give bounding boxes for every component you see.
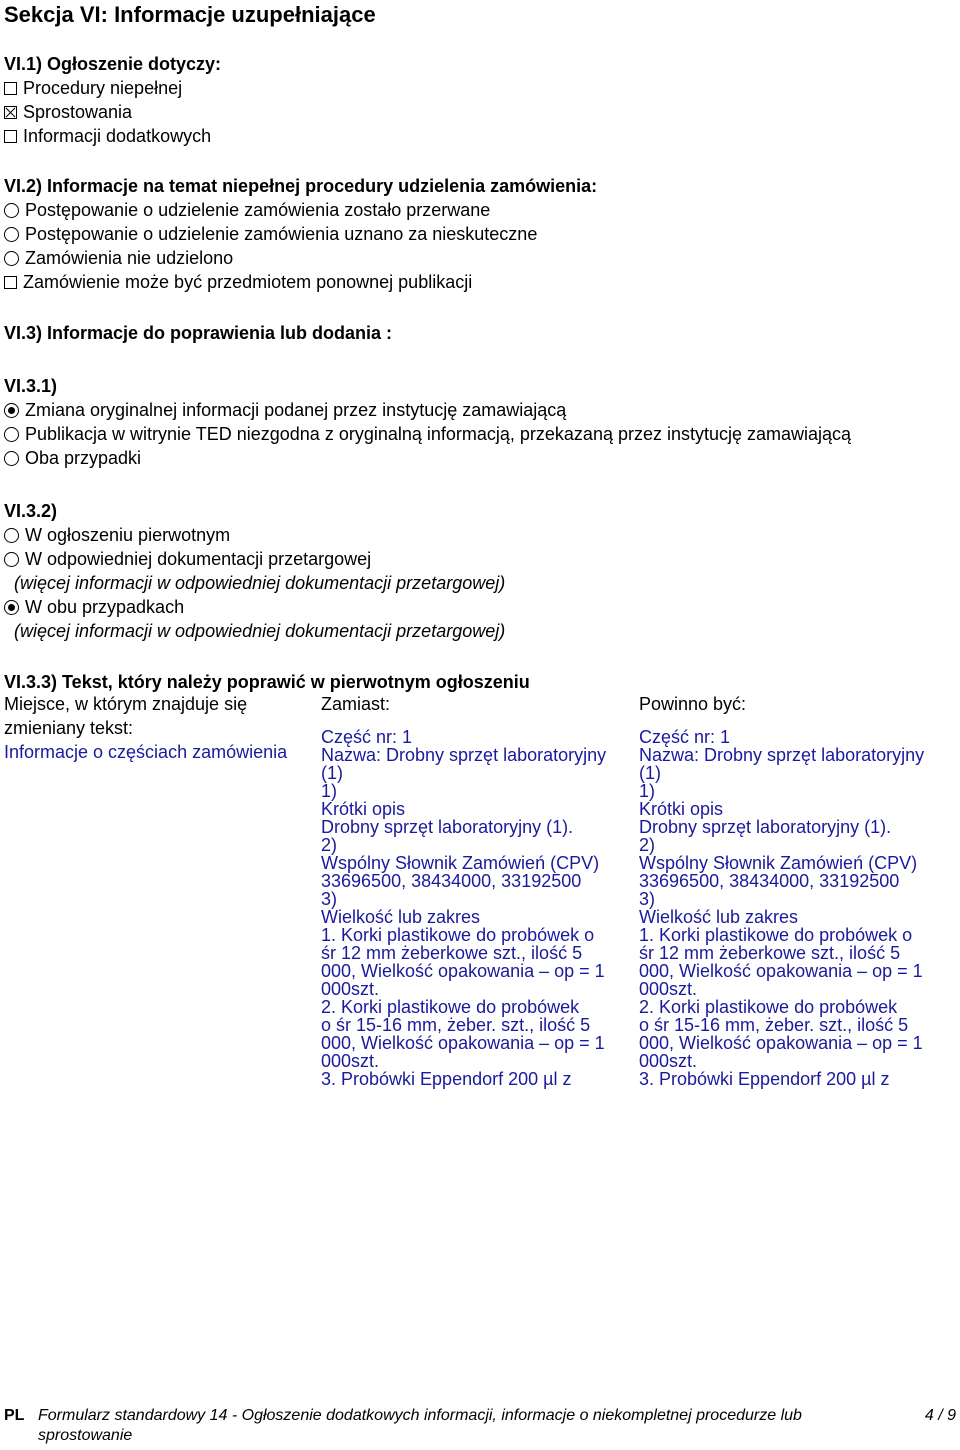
vi31-option-publikacja[interactable] xyxy=(4,422,956,446)
vi2-option-przerwane[interactable] xyxy=(4,198,956,222)
text-line: Drobny sprzęt laboratoryjny (1). xyxy=(639,817,892,837)
text-line: 000, Wielkość opakowania – op = 1 xyxy=(321,961,605,981)
option-label: W ogłoszeniu pierwotnym xyxy=(25,525,231,545)
text-line: 2) xyxy=(639,835,656,855)
text-line: 3) xyxy=(639,889,656,909)
radio-icon[interactable] xyxy=(4,227,19,242)
option-label: Zamówienia nie udzielono xyxy=(25,248,234,268)
text-line: 1. Korki plastikowe do probówek o xyxy=(639,925,913,945)
option-label: Sprostowania xyxy=(23,102,133,122)
footer-language: PL xyxy=(4,1407,25,1424)
text-line: 3. Probówki Eppendorf 200 µl z xyxy=(321,1069,572,1089)
text-line: Część nr: 1 xyxy=(639,727,731,747)
text-line: Krótki opis xyxy=(321,799,406,819)
vi32-option-dokumentacji[interactable] xyxy=(4,547,956,571)
text-line: o śr 15-16 mm, żeber. szt., ilość 5 xyxy=(639,1015,909,1035)
text-line: Nazwa: Drobny sprzęt laboratoryjny xyxy=(639,745,925,765)
text-line: 000, Wielkość opakowania – op = 1 xyxy=(639,1033,923,1053)
option-label: W odpowiedniej dokumentacji przetargowej xyxy=(25,549,372,569)
vi1-option-sprostowania[interactable] xyxy=(4,100,956,124)
text-line: Nazwa: Drobny sprzęt laboratoryjny xyxy=(321,745,607,765)
footer-form-title: Formularz standardowy 14 - Ogłoszenie dodatkowych informacji, informacje o niekompletnej procedurze lub sprostowanie xyxy=(38,1407,802,1444)
section-vi33 xyxy=(4,670,956,694)
text-line: 000szt. xyxy=(321,979,380,999)
column-location xyxy=(4,692,314,764)
vi32-note: (więcej informacji w odpowiedniej dokumentacji przetargowej) xyxy=(14,621,506,641)
text-line: 2) xyxy=(321,835,338,855)
page-footer xyxy=(4,1406,956,1444)
vi32-option-obu[interactable] xyxy=(4,595,956,619)
radio-icon[interactable] xyxy=(4,528,19,543)
radio-icon[interactable] xyxy=(4,203,19,218)
text-line: Wielkość lub zakres xyxy=(321,907,481,927)
radio-selected-icon[interactable] xyxy=(4,403,19,418)
text-line: 000szt. xyxy=(639,1051,698,1071)
radio-icon[interactable] xyxy=(4,451,19,466)
column-instead-header: Zamiast: xyxy=(321,694,391,714)
option-label: W obu przypadkach xyxy=(25,597,185,617)
section-title: Sekcja VI: Informacje uzupełniające xyxy=(4,2,376,27)
text-line: 1) xyxy=(639,781,656,801)
vi2-option-nieskuteczne[interactable] xyxy=(4,222,956,246)
option-label: Zmiana oryginalnej informacji podanej przez instytucję zamawiającą xyxy=(25,400,567,420)
radio-icon[interactable] xyxy=(4,552,19,567)
vi33-heading: VI.3.3) Tekst, który należy poprawić w pierwotnym ogłoszeniu xyxy=(4,672,530,692)
option-label: Postępowanie o udzielenie zamówienia zostało przerwane xyxy=(25,200,491,220)
text-line: Wielkość lub zakres xyxy=(639,907,799,927)
text-line: (1) xyxy=(321,763,343,783)
checkbox-icon[interactable] xyxy=(4,82,17,95)
vi1-option-procedury[interactable] xyxy=(4,76,956,100)
radio-icon[interactable] xyxy=(4,427,19,442)
text-line: 000, Wielkość opakowania – op = 1 xyxy=(321,1033,605,1053)
column-should-be-header: Powinno być: xyxy=(639,694,747,714)
vi32-note: (więcej informacji w odpowiedniej dokumentacji przetargowej) xyxy=(14,573,506,593)
section-vi1 xyxy=(4,52,956,148)
vi31-option-zmiana[interactable] xyxy=(4,398,956,422)
text-line: 1) xyxy=(321,781,338,801)
text-line: 2. Korki plastikowe do probówek xyxy=(639,997,898,1017)
text-line: Wspólny Słownik Zamówień (CPV) xyxy=(321,853,600,873)
should-be-text xyxy=(639,728,956,1088)
text-line: (1) xyxy=(639,763,661,783)
radio-icon[interactable] xyxy=(4,251,19,266)
section-vi32 xyxy=(4,499,956,643)
option-label: Procedury niepełnej xyxy=(23,78,183,98)
checkbox-checked-icon[interactable] xyxy=(4,106,17,119)
section-vi2 xyxy=(4,174,956,294)
column-instead xyxy=(321,692,631,1088)
vi1-heading: VI.1) Ogłoszenie dotyczy: xyxy=(4,54,222,74)
section-vi31 xyxy=(4,374,956,470)
option-label: Postępowanie o udzielenie zamówienia uznano za nieskuteczne xyxy=(25,224,538,244)
checkbox-icon[interactable] xyxy=(4,276,17,289)
text-line: 000szt. xyxy=(321,1051,380,1071)
vi32-heading: VI.3.2) xyxy=(4,501,58,521)
checkbox-icon[interactable] xyxy=(4,130,17,143)
text-line: 000, Wielkość opakowania – op = 1 xyxy=(639,961,923,981)
text-line: Wspólny Słownik Zamówień (CPV) xyxy=(639,853,918,873)
option-label: Publikacja w witrynie TED niezgodna z oryginalną informacją, przekazaną przez instytucję zamawiającą xyxy=(25,424,852,444)
vi32-option-pierwotnym[interactable] xyxy=(4,523,956,547)
location-value: Informacje o częściach zamówienia xyxy=(4,742,288,762)
text-line: śr 12 mm żeberkowe szt., ilość 5 xyxy=(321,943,583,963)
option-label: Informacji dodatkowych xyxy=(23,126,212,146)
text-line: Drobny sprzęt laboratoryjny (1). xyxy=(321,817,574,837)
text-line: 33696500, 38434000, 33192500 xyxy=(321,871,582,891)
text-line: Część nr: 1 xyxy=(321,727,413,747)
option-label: Zamówienie może być przedmiotem ponownej publikacji xyxy=(23,272,473,292)
vi1-option-informacji[interactable] xyxy=(4,124,956,148)
text-line: o śr 15-16 mm, żeber. szt., ilość 5 xyxy=(321,1015,591,1035)
text-line: 1. Korki plastikowe do probówek o xyxy=(321,925,595,945)
radio-selected-icon[interactable] xyxy=(4,600,19,615)
vi2-option-nie-udzielono[interactable] xyxy=(4,246,956,270)
text-line: 33696500, 38434000, 33192500 xyxy=(639,871,900,891)
instead-text xyxy=(321,728,631,1088)
vi2-option-ponownej-publikacji[interactable] xyxy=(4,270,956,294)
text-line: śr 12 mm żeberkowe szt., ilość 5 xyxy=(639,943,901,963)
column-location-header: Miejsce, w którym znajduje się zmieniany tekst: xyxy=(4,694,248,738)
text-line: 3. Probówki Eppendorf 200 µl z xyxy=(639,1069,890,1089)
text-line: 3) xyxy=(321,889,338,909)
column-should-be xyxy=(639,692,956,1088)
vi31-option-oba[interactable] xyxy=(4,446,956,470)
option-label: Oba przypadki xyxy=(25,448,142,468)
text-line: 000szt. xyxy=(639,979,698,999)
section-vi3 xyxy=(4,321,956,345)
text-line: 2. Korki plastikowe do probówek xyxy=(321,997,580,1017)
footer-page-number: 4 / 9 xyxy=(924,1407,956,1424)
vi3-heading: VI.3) Informacje do poprawienia lub dodania : xyxy=(4,323,393,343)
vi31-heading: VI.3.1) xyxy=(4,376,58,396)
text-line: Krótki opis xyxy=(639,799,724,819)
vi2-heading: VI.2) Informacje na temat niepełnej procedury udzielenia zamówienia: xyxy=(4,176,598,196)
